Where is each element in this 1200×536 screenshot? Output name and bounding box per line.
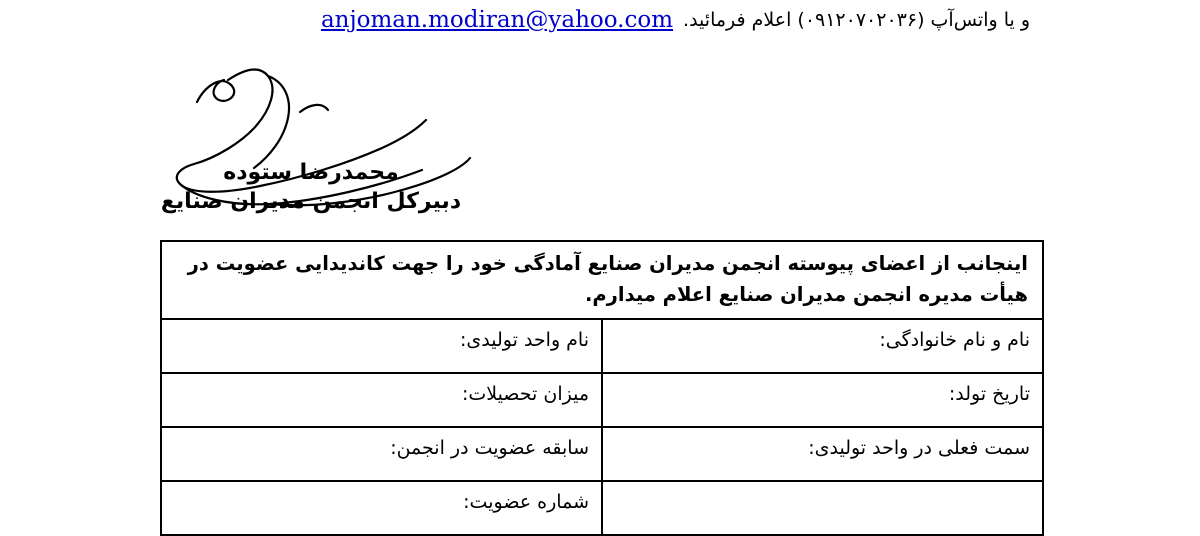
table-row [161,427,1043,481]
table-row [161,373,1043,427]
field-birthdate-label: تاریخ تولد: [948,383,1030,405]
contact-text: و یا واتس‌آپ (۰۹۱۲۰۷۰۲۰۳۶) اعلام فرمائید. [683,9,1030,31]
signature-name: محمدرضا ستوده [223,160,399,185]
field-membership-number-label: شماره عضویت: [463,491,589,513]
table-row [161,319,1043,373]
contact-line [0,0,1200,40]
form-header-cell: اینجانب از اعضای پیوسته انجمن مدیران صنایع آمادگی خود را جهت کاندیدایی عضویت در هیأت مدیره انجمن مدیران صنایع اعلام میدارم. [161,241,1043,319]
field-production-unit-name[interactable] [161,319,602,373]
field-fullname[interactable] [602,319,1043,373]
field-fullname-label: نام و نام خانوادگی: [879,329,1030,351]
field-membership-history[interactable] [161,427,602,481]
field-production-unit-name-label: نام واحد تولیدی: [460,329,589,351]
field-education-level-label: میزان تحصیلات: [461,383,589,405]
signature-title: دبیرکل انجمن مدیران صنایع [160,189,462,214]
field-education-level[interactable] [161,373,602,427]
field-membership-history-label: سابقه عضویت در انجمن: [390,437,589,459]
table-row [161,481,1043,535]
field-birthdate[interactable] [602,373,1043,427]
field-blank[interactable] [602,481,1043,535]
field-membership-number[interactable] [161,481,602,535]
candidacy-form-table [160,240,1044,536]
field-current-position-label: سمت فعلی در واحد تولیدی: [808,437,1030,459]
email-link[interactable]: anjoman.modiran@yahoo.com [320,7,674,33]
field-current-position[interactable] [602,427,1043,481]
table-row-header [161,241,1043,319]
signature-block [150,52,472,224]
